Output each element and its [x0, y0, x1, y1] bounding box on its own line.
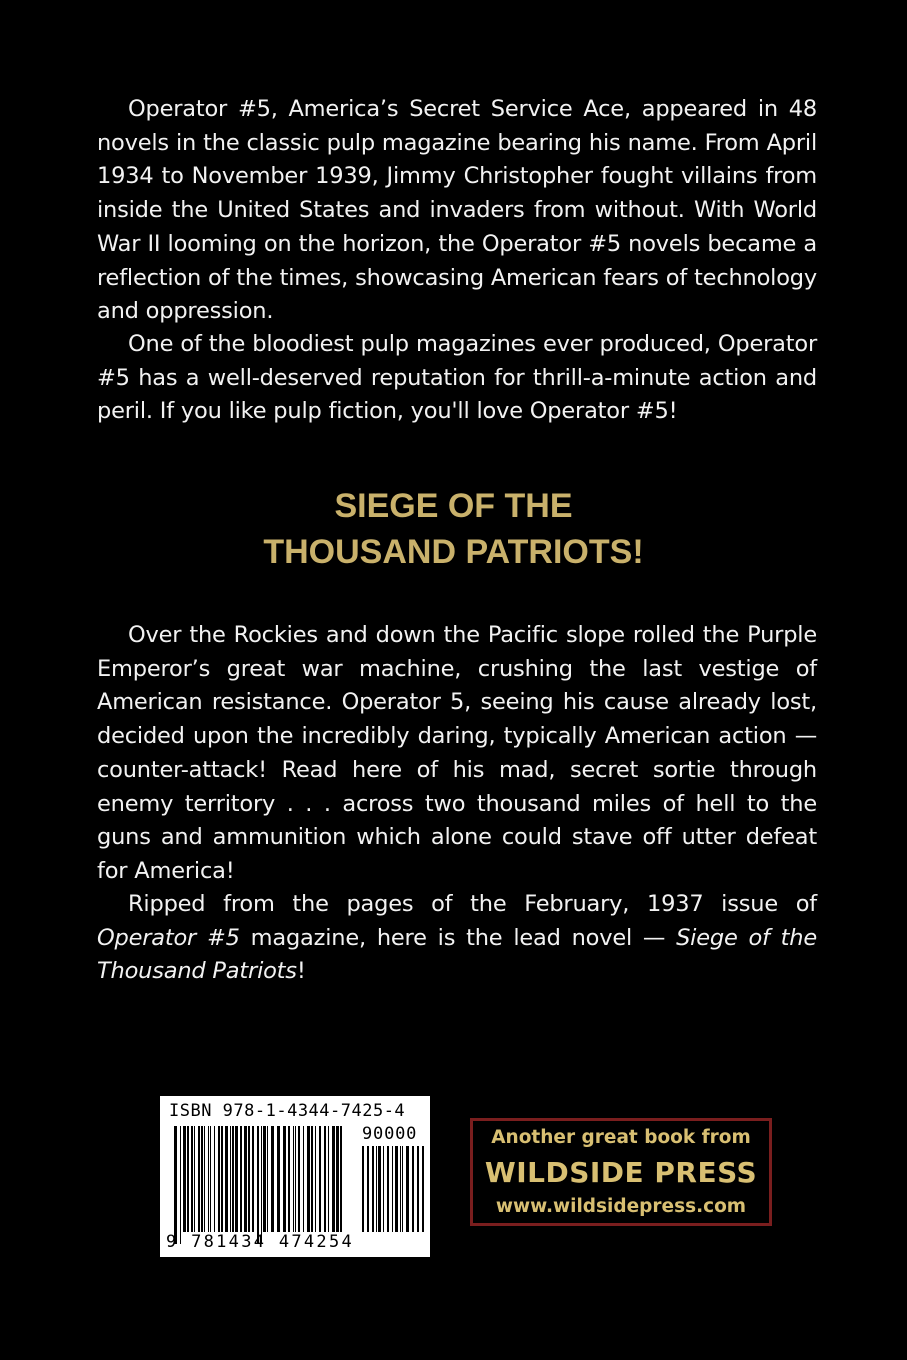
barcode-bar	[378, 1146, 381, 1232]
novel-title: Siege of the Thousand Patriots	[97, 924, 817, 985]
barcode-bar	[261, 1126, 262, 1244]
barcode-bar	[252, 1126, 254, 1232]
price-code: 90000	[362, 1124, 418, 1144]
barcode-bar	[263, 1126, 266, 1232]
barcode-bar	[204, 1126, 205, 1232]
barcode-bar	[376, 1146, 377, 1232]
intro-paragraph-2: One of the bloodiest pulp magazines ever produced, Operator #5 has a well-deserved reputation for thrill-a-minute action and peril. If you like pulp fiction, you'll love Operator #5!	[97, 331, 817, 425]
barcode-bar	[257, 1126, 259, 1244]
synopsis-paragraph-2	[97, 888, 817, 989]
barcode-bar	[303, 1126, 304, 1232]
barcode-bar	[336, 1126, 339, 1232]
barcode-bar	[218, 1126, 220, 1232]
promo-tagline: Another great book from	[491, 1127, 751, 1148]
barcode-bar	[293, 1126, 294, 1232]
barcode-bar	[307, 1126, 310, 1232]
barcode-bar	[271, 1126, 274, 1232]
ean-digits: 9 781434 474254	[166, 1232, 355, 1252]
intro-paragraph-1: Operator #5, America’s Secret Service Ace, appeared in 48 novels in the classic pulp magazine bearing his name. From April 1934 to November 1939, Jimmy Christopher fought villains from inside the United States and invaders from without. With World War II looming on the horizon, the Operator #5 novels became a reflection of the times, showcasing American fears of technology and oppression.	[97, 96, 817, 325]
barcode-bar	[372, 1146, 374, 1232]
barcode-bar	[208, 1126, 209, 1232]
barcode-bar	[367, 1146, 369, 1232]
barcode-bar	[221, 1126, 223, 1232]
barcode-bar	[295, 1126, 296, 1232]
barcode-bar	[392, 1146, 393, 1232]
barcode-bar	[328, 1126, 329, 1232]
barcode-bar	[201, 1126, 203, 1232]
synopsis-text-start: Ripped from the pages of the February, 1937 issue of	[128, 891, 817, 917]
barcode-bar	[395, 1146, 398, 1232]
isbn-barcode	[160, 1096, 430, 1257]
isbn-number: ISBN 978-1-4344-7425-4	[169, 1101, 406, 1121]
synopsis-text-middle: magazine, here is the lead novel —	[239, 924, 677, 951]
barcode-bar	[277, 1126, 280, 1232]
barcode-bar	[235, 1126, 238, 1232]
barcode-bar	[406, 1146, 409, 1232]
barcode-bar	[174, 1126, 177, 1244]
barcode-bar	[319, 1126, 321, 1232]
synopsis-text-end: !	[296, 958, 306, 985]
barcode-bar	[198, 1126, 200, 1232]
barcode-bar	[267, 1126, 268, 1232]
barcode-bar	[225, 1126, 228, 1232]
publisher-promo-box	[470, 1118, 772, 1226]
barcode-bar	[194, 1126, 195, 1232]
barcode-bar	[315, 1126, 316, 1232]
publisher-name: WILDSIDE PRESS	[484, 1156, 758, 1189]
barcode-bar	[340, 1126, 342, 1232]
barcode-bar	[324, 1126, 326, 1232]
barcode-bar	[214, 1126, 215, 1232]
barcode-bar	[187, 1126, 189, 1232]
barcode-bar	[400, 1146, 401, 1232]
barcode-bar	[288, 1126, 290, 1232]
barcode-bar	[230, 1126, 231, 1232]
barcode-bar	[383, 1146, 384, 1232]
ean-bars	[174, 1126, 344, 1244]
barcode-bar	[191, 1126, 193, 1232]
barcode-bar	[248, 1126, 250, 1232]
barcode-bar	[311, 1126, 313, 1232]
barcode-bar	[210, 1126, 211, 1232]
addon-bars	[362, 1146, 424, 1244]
barcode-bar	[232, 1126, 234, 1232]
barcode-bar	[402, 1146, 403, 1232]
barcode-bar	[298, 1126, 300, 1232]
barcode-bar	[283, 1126, 286, 1232]
barcode-bar	[422, 1146, 424, 1232]
publisher-url: www.wildsidepress.com	[495, 1196, 747, 1217]
headline-line-1: SIEGE OF THE	[334, 487, 573, 525]
synopsis-paragraph-1: Over the Rockies and down the Pacific slope rolled the Purple Emperor’s great war machine, crushing the last vestige of American resistance. Operator 5, seeing his cause already lost, decided upon the incredibly daring, typically American action — counter-attack! Read here of his mad, secret sortie through enemy territory . . . across two thousand miles of hell to the guns and ammunition which alone could stave off utter defeat for America!	[97, 622, 817, 884]
barcode-bar	[332, 1126, 335, 1232]
headline-line-2: THOUSAND PATRIOTS!	[263, 533, 644, 571]
magazine-name: Operator #5	[97, 924, 240, 951]
barcode-bar	[244, 1126, 247, 1232]
barcode-bar	[183, 1126, 186, 1232]
barcode-bar	[412, 1146, 414, 1232]
barcode-bar	[362, 1146, 364, 1232]
barcode-bar	[180, 1126, 181, 1244]
barcode-bar	[417, 1146, 419, 1232]
barcode-bar	[240, 1126, 242, 1232]
barcode-bar	[387, 1146, 389, 1232]
